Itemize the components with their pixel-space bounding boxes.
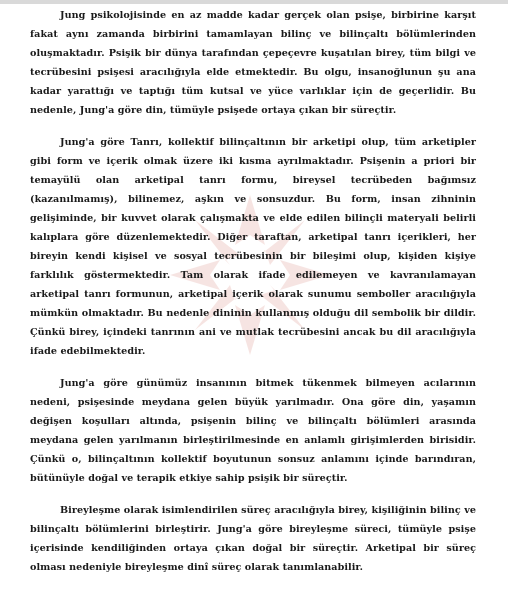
paragraph-4: Bireyleşme olarak isimlendirilen süreç aracılığıyla birey, kişiliğinin bilinç ve bilinçaltı bölümlerini birleştirir. Jung'a göre bireyleşme süreci, tümüyle psişe içerisinde kendiliğinden ortaya çıkan doğal bir süreçtir. Arketipal bir süreç olması nedeniyle bireyleşme dinî süreç olarak tanımlanabilir. xyxy=(30,505,476,573)
paragraph-2: Jung'a göre Tanrı, kollektif bilinçaltının bir arketipi olup, tüm arketipler gibi form ve içerik olmak üzere iki kısma ayrılmaktadır. Psişenin a priori bir temayülü olan arketipal tanrı formu, bireysel tecrübeden bağımsız (kazanılmamış), bilinemez, aşkın ve sonsuzdur. Bu form, insan zihninin gelişiminde, bir kuvvet olarak çalışmakta ve elde edilen bilinçli materyali belirli kalıplara göre düzenlemektedir. Diğer taraftan, arketipal tanrı içerikleri, her bireyin kendi kişisel ve sosyal tecrübesinin bir bileşimi olup, kişiden kişiye farklılık göstermektedir. Tam olarak ifade edilemeyen ve kavranılamayan arketipal tanrı formunun, arketipal içerik olarak sunumu semboller aracılığıyla mümkün olmaktadır. Bu nedenle dininin kullanmış olduğu dil sembolik bir dildir. Çünkü birey, içindeki tanrının ani ve mutlak tecrübesini ancak bu dil aracılığıyla ifade edebilmektedir. xyxy=(30,137,476,357)
paragraph-1: Jung psikolojisinde en az madde kadar gerçek olan psişe, birbirine karşıt fakat aynı zamanda birbirini tamamlayan bilinç ve bilinçaltı bölümlerinden oluşmaktadır. Psişik bir dünya tarafından çepeçevre kuşatılan birey, tüm bilgi ve tecrübesini psişesi aracılığıyla elde etmektedir. Bu olgu, insanoğlunun şu ana kadar yarattığı ve taptığı tüm kutsal ve yüce varlıklar için de geçerlidir. Bu nedenle, Jung'a göre din, tümüyle psişede ortaya çıkan bir süreçtir. xyxy=(30,10,476,116)
document-body xyxy=(30,6,476,577)
paragraph-3: Jung'a göre günümüz insanının bitmek tükenmek bilmeyen acılarının nedeni, psişesinde meydana gelen büyük yarılmadır. Ona göre din, yaşamın değişen koşulları altında, psişenin bilinç ve bilinçaltı bölümleri arasında meydana gelen yarılmanın birleştirilmesinde en anlamlı girişimlerden birisidir. Çünkü o, bilinçaltının kollektif boyutunun sonsuz anlamını içinde barındıran, bütünüyle doğal ve terapik etkiye sahip psişik bir süreçtir. xyxy=(30,378,476,484)
page-top-edge xyxy=(0,0,508,4)
